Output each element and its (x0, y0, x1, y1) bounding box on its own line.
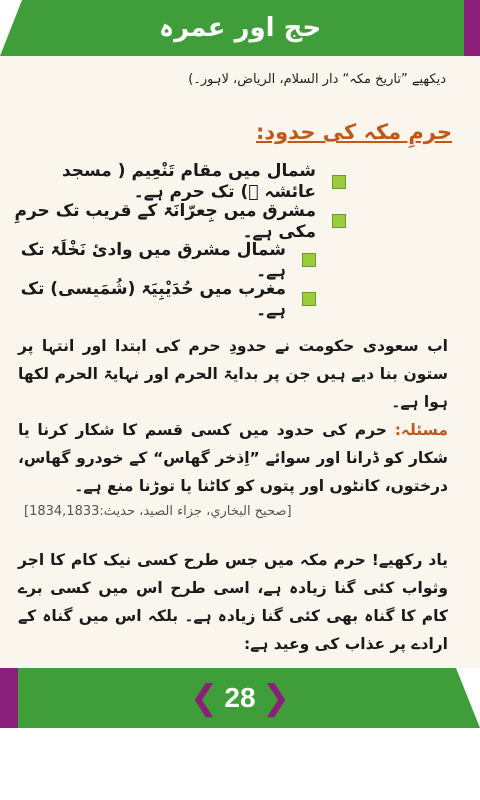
paragraph-pillars: اب سعودی حکومت نے حدودِ حرم کی ابتدا اور انتہا پر ستون بنا دیے ہیں جن پر بدایۃ الحرم اور نہایۃ الحرم لکھا ہوا ہے۔ (18, 337, 448, 411)
page-number: 28 (224, 682, 256, 713)
chevron-left-icon[interactable]: ❮ (189, 678, 219, 718)
footer-bar (0, 668, 480, 728)
section-heading: حرمِ مکہ کی حدود: (256, 120, 452, 144)
paragraph-masala (18, 416, 448, 500)
page-content (14, 64, 466, 668)
reference-note: دیکھیے ”تاریخ مکہ“ دار السلام، الریاض، لاہور۔) (188, 72, 446, 87)
bullet-square-icon (302, 292, 316, 306)
page-number-group (0, 668, 480, 728)
list-item-text: شمال مشرق میں وادیٔ نَخْلَۃ تک ہے۔ (20, 239, 286, 281)
bullet-square-icon (302, 253, 316, 267)
list-item-text: شمال میں مقام تَنْعِیم ( مسجد عائشہ ﷞) تک حرم ہے۔ (61, 161, 316, 202)
list-item-text: مشرق میں جِعرّانَۃ کے قریب تک حرمِ مکی ہے۔ (14, 200, 316, 242)
masala-label: مسئلہ: (394, 421, 448, 439)
list-item-text: مغرب میں حُدَیْبِیَۃ (شُمَیسی) تک ہے۔ (20, 278, 286, 320)
list-item (14, 162, 466, 201)
chapter-title: حج اور عمرہ (158, 13, 322, 43)
masala-text: حرم کی حدود میں کسی قسم کا شکار کرنا یا شکار کو ڈرانا اور سوائے ”اِذخر گھاس“ کے خودرو گھاس، درختوں، کانٹوں اور پتوں کو کاٹنا یا توڑنا منع ہے۔ (18, 421, 448, 495)
bullet-square-icon (332, 214, 346, 228)
hadith-reference: [صحيح البخاري، جزاء الصيد، حديث:1834,1833] (24, 504, 292, 519)
bullet-square-icon (332, 175, 346, 189)
bullet-list (14, 162, 466, 318)
paragraph-reminder: یاد رکھیے! حرم مکہ میں جس طرح کسی نیک کام کا اجر وثواب کئی گنا زیادہ ہے، اسی طرح اس میں کسی برے کام کا گناہ بھی کئی گنا زیادہ ہے۔ بلکہ اس میں گناہ کے ارادے پر عذاب کی وعید ہے: (18, 551, 448, 653)
chevron-right-icon[interactable]: ❯ (261, 678, 291, 718)
list-item (14, 201, 466, 240)
header-bar (0, 0, 480, 56)
list-item (14, 240, 466, 279)
list-item (14, 279, 466, 318)
